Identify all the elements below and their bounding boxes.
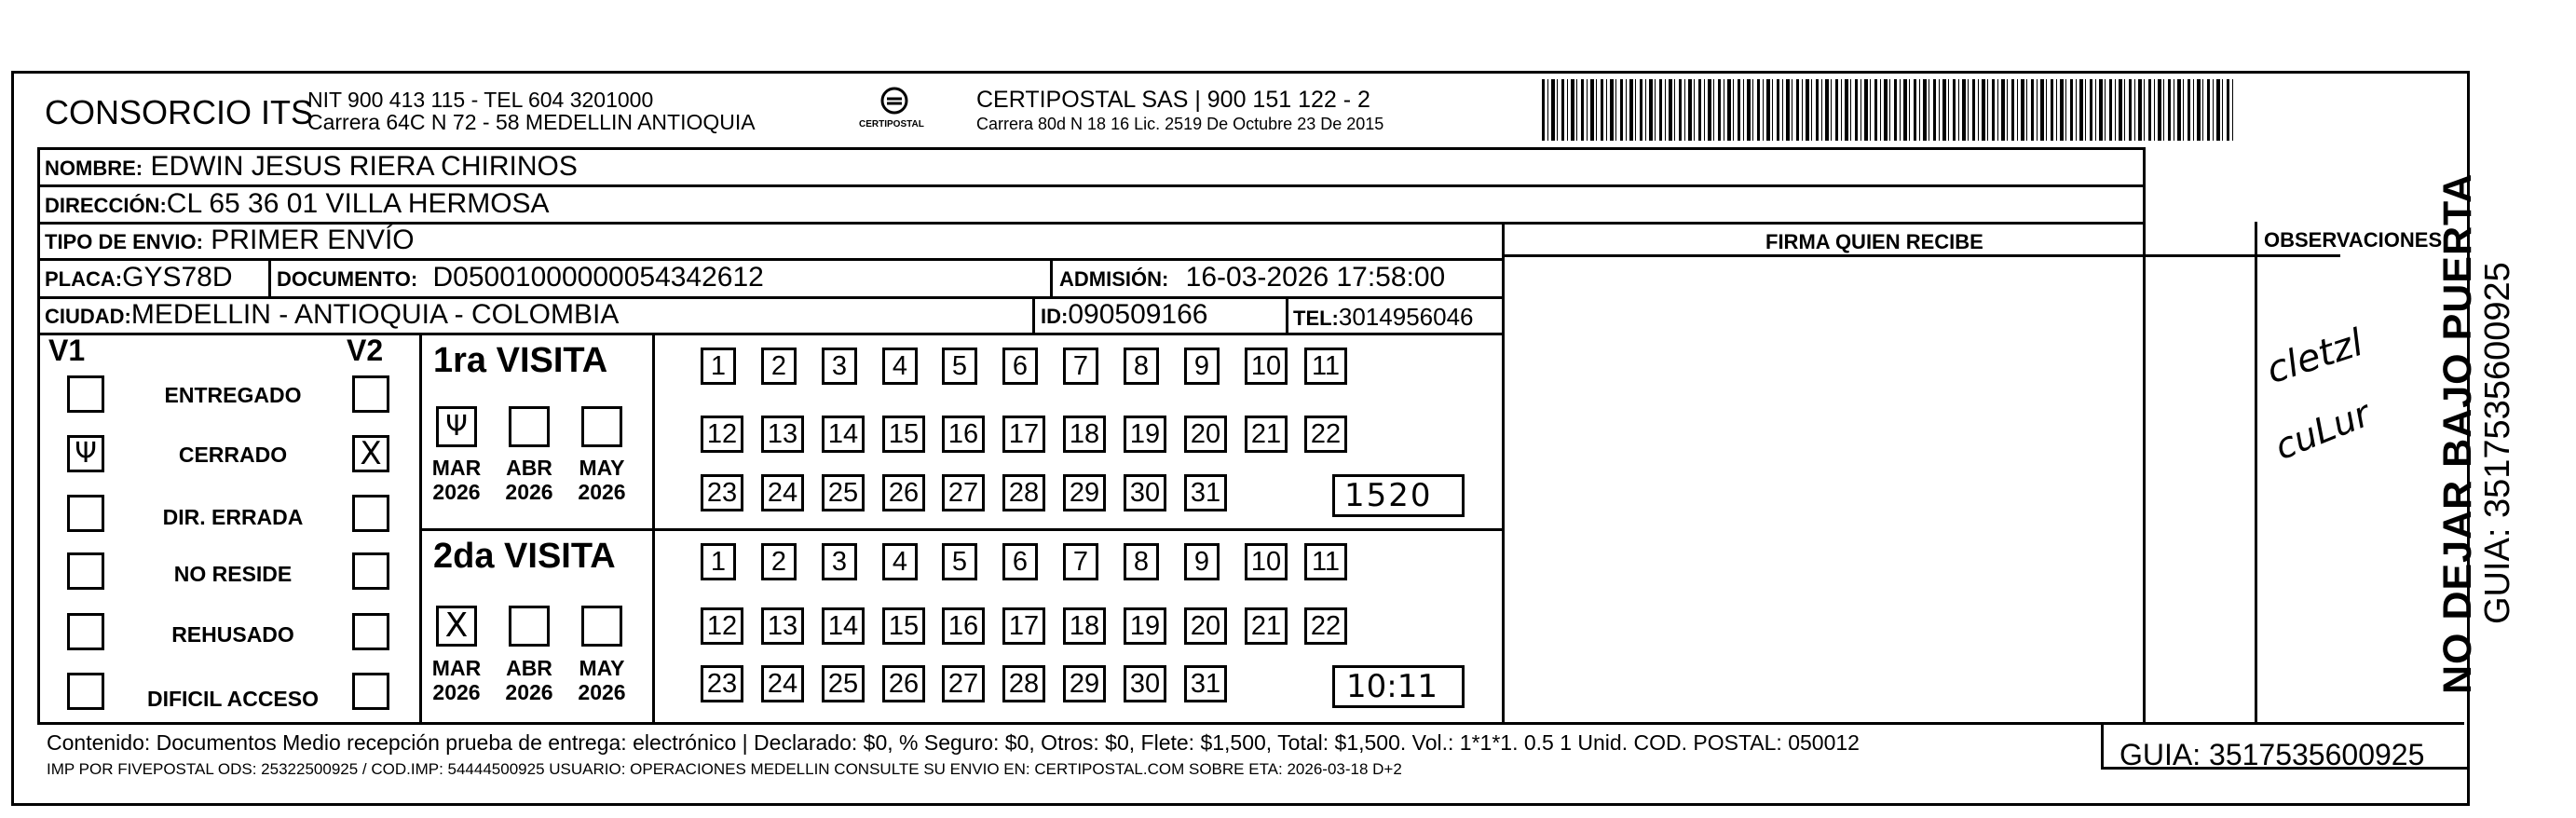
second-month-label-abr: ABR — [506, 656, 552, 680]
first-visit-day-20[interactable]: 20 — [1184, 416, 1227, 453]
first-visit-day-3[interactable]: 3 — [822, 348, 857, 385]
first-visit-day-4[interactable]: 4 — [882, 348, 918, 385]
first-visit-day-25[interactable]: 25 — [822, 474, 865, 511]
tel-label: TEL: — [1293, 307, 1339, 330]
v1-checkbox-dir-errada[interactable] — [67, 495, 104, 532]
first-visit-day-11[interactable]: 11 — [1304, 348, 1347, 385]
status-label-no-reside: NO RESIDE — [173, 562, 293, 586]
first-month-label-mar: MAR — [431, 456, 482, 480]
nombre-value: EDWIN JESUS RIERA CHIRINOS — [150, 151, 578, 182]
v1-checkbox-cerrado[interactable]: Ψ — [67, 435, 104, 472]
v1-checkbox-rehusado[interactable] — [67, 613, 104, 650]
company-nit: NIT 900 413 115 - TEL 604 3201000 — [307, 88, 654, 112]
admision-label: ADMISIÓN: — [1059, 267, 1169, 291]
second-visit-day-22[interactable]: 22 — [1304, 607, 1347, 645]
first-visit-month-abr[interactable] — [509, 406, 550, 447]
first-year-label-3: 2026 — [578, 480, 626, 504]
first-visit-day-19[interactable]: 19 — [1124, 416, 1166, 453]
second-visit-day-18[interactable]: 18 — [1063, 607, 1106, 645]
certipostal-logo-icon — [857, 84, 932, 140]
first-visit-day-17[interactable]: 17 — [1002, 416, 1045, 453]
first-visit-month-may[interactable] — [581, 406, 622, 447]
first-visit-title: 1ra VISITA — [433, 341, 608, 380]
v2-heading: V2 — [347, 334, 384, 367]
id-value: 090509166 — [1068, 299, 1208, 330]
first-visit-month-mar[interactable]: Ψ — [436, 406, 477, 447]
v1-heading: V1 — [48, 334, 86, 367]
first-visit-day-9[interactable]: 9 — [1184, 348, 1220, 385]
company-address: Carrera 64C N 72 - 58 MEDELLIN ANTIOQUIA — [307, 110, 756, 134]
tel-value: 3014956046 — [1338, 303, 1474, 331]
nombre-label: NOMBRE: — [45, 157, 143, 180]
second-visit-time-box[interactable] — [1332, 665, 1465, 708]
id-label: ID: — [1041, 305, 1069, 328]
documento-value: D05001000000054342612 — [432, 262, 764, 293]
first-visit-day-8[interactable]: 8 — [1124, 348, 1159, 385]
first-visit-day-23[interactable]: 23 — [701, 474, 743, 511]
second-visit-day-27[interactable]: 27 — [942, 665, 985, 702]
second-visit-day-23[interactable]: 23 — [701, 665, 743, 702]
second-visit-day-9[interactable]: 9 — [1184, 543, 1220, 580]
first-visit-day-31[interactable]: 31 — [1184, 474, 1227, 511]
v1-checkbox-entregado[interactable] — [67, 375, 104, 413]
first-visit-day-12[interactable]: 12 — [701, 416, 743, 453]
second-visit-day-6[interactable]: 6 — [1002, 543, 1038, 580]
tipo-envio-value: PRIMER ENVÍO — [211, 225, 415, 255]
second-visit-day-28[interactable]: 28 — [1002, 665, 1045, 702]
admision-value: 16-03-2026 17:58:00 — [1185, 262, 1446, 293]
v2-checkbox-no-reside[interactable] — [352, 552, 389, 590]
v2-checkbox-rehusado[interactable] — [352, 613, 389, 650]
second-month-label-may: MAY — [579, 656, 625, 680]
first-year-label-2: 2026 — [505, 480, 553, 504]
signature-area[interactable] — [1506, 259, 2253, 721]
second-visit-day-1[interactable]: 1 — [701, 543, 736, 580]
second-visit-day-26[interactable]: 26 — [882, 665, 925, 702]
direccion-value: CL 65 36 01 VILLA HERMOSA — [166, 188, 550, 219]
second-year-label-1: 2026 — [432, 680, 481, 704]
first-visit-day-5[interactable]: 5 — [942, 348, 977, 385]
status-label-dificil-acceso: DIFICIL ACCESO — [146, 687, 319, 711]
footer-guia: GUIA: 3517535600925 — [2119, 738, 2425, 771]
footer-contents: Contenido: Documentos Medio recepción prueba de entrega: electrónico | Declarado: $0, % Seguro: $0, Otros: $0, Flete: $1,500, Total: $1,500. Vol.: 1*1*1. 0.5 1 Unid. COD. POSTAL: 050012 — [47, 730, 1860, 755]
side-guia-vertical-text: GUIA: 3517535600925 — [2478, 262, 2517, 624]
carrier-name: CERTIPOSTAL SAS | 900 151 122 - 2 — [976, 87, 1370, 113]
first-visit-day-22[interactable]: 22 — [1304, 416, 1347, 453]
second-visit-day-20[interactable]: 20 — [1184, 607, 1227, 645]
second-visit-month-mar[interactable]: X — [436, 606, 477, 647]
first-visit-day-29[interactable]: 29 — [1063, 474, 1106, 511]
company-name: CONSORCIO ITS — [45, 93, 314, 131]
logo-caption: CERTIPOSTAL — [859, 119, 924, 130]
first-visit-day-26[interactable]: 26 — [882, 474, 925, 511]
status-label-rehusado: REHUSADO — [171, 622, 294, 647]
first-visit-day-30[interactable]: 30 — [1124, 474, 1166, 511]
carrier-address: Carrera 80d N 18 16 Lic. 2519 De Octubre 23 De 2015 — [976, 115, 1384, 133]
status-label-entregado: ENTREGADO — [164, 383, 302, 407]
second-month-label-mar: MAR — [431, 656, 482, 680]
second-visit-day-17[interactable]: 17 — [1002, 607, 1045, 645]
v2-checkbox-cerrado[interactable]: X — [352, 435, 389, 472]
first-visit-day-16[interactable]: 16 — [942, 416, 985, 453]
firma-label: FIRMA QUIEN RECIBE — [1765, 230, 1983, 253]
placa-label: PLACA: — [45, 267, 123, 291]
second-visit-day-12[interactable]: 12 — [701, 607, 743, 645]
v1-checkbox-no-reside[interactable] — [67, 552, 104, 590]
first-visit-day-13[interactable]: 13 — [761, 416, 804, 453]
second-year-label-3: 2026 — [578, 680, 626, 704]
v1-checkbox-dificil-acceso[interactable] — [67, 673, 104, 710]
second-visit-day-24[interactable]: 24 — [761, 665, 804, 702]
first-month-label-may: MAY — [579, 456, 625, 480]
first-visit-day-21[interactable]: 21 — [1245, 416, 1288, 453]
second-visit-day-4[interactable]: 4 — [882, 543, 918, 580]
first-visit-day-14[interactable]: 14 — [822, 416, 865, 453]
first-visit-day-27[interactable]: 27 — [942, 474, 985, 511]
second-visit-day-7[interactable]: 7 — [1063, 543, 1098, 580]
first-visit-day-15[interactable]: 15 — [882, 416, 925, 453]
status-label-dir-errada: DIR. ERRADA — [162, 505, 304, 529]
barcode — [1542, 79, 2236, 141]
first-month-label-abr: ABR — [506, 456, 552, 480]
second-visit-day-3[interactable]: 3 — [822, 543, 857, 580]
first-visit-day-2[interactable]: 2 — [761, 348, 797, 385]
second-visit-day-14[interactable]: 14 — [822, 607, 865, 645]
footer-imp: IMP POR FIVEPOSTAL ODS: 25322500925 / COD.IMP: 54444500925 USUARIO: OPERACIONES MEDELLIN CONSULTE SU ENVIO EN: CERTIPOSTAL.COM SOBRE ETA: 2026-03-18 D+2 — [47, 760, 1402, 778]
second-visit-day-16[interactable]: 16 — [942, 607, 985, 645]
second-visit-day-19[interactable]: 19 — [1124, 607, 1166, 645]
status-label-cerrado: CERRADO — [178, 443, 288, 467]
v2-checkbox-dir-errada[interactable] — [352, 495, 389, 532]
v2-checkbox-entregado[interactable] — [352, 375, 389, 413]
second-visit-day-29[interactable]: 29 — [1063, 665, 1106, 702]
second-visit-title: 2da VISITA — [433, 537, 616, 576]
first-year-label-1: 2026 — [432, 480, 481, 504]
second-visit-day-5[interactable]: 5 — [942, 543, 977, 580]
direccion-label: DIRECCIÓN: — [45, 194, 167, 217]
second-visit-day-11[interactable]: 11 — [1304, 543, 1347, 580]
second-visit-month-abr[interactable] — [509, 606, 550, 647]
first-visit-time: 1520 — [1344, 477, 1433, 514]
second-visit-time: 10:11 — [1346, 668, 1438, 705]
first-visit-day-1[interactable]: 1 — [701, 348, 736, 385]
ciudad-label: CIUDAD: — [45, 305, 131, 328]
first-visit-day-24[interactable]: 24 — [761, 474, 804, 511]
second-visit-month-may[interactable] — [581, 606, 622, 647]
second-visit-day-8[interactable]: 8 — [1124, 543, 1159, 580]
second-visit-day-2[interactable]: 2 — [761, 543, 797, 580]
second-year-label-2: 2026 — [505, 680, 553, 704]
observaciones-label: OBSERVACIONES — [2264, 228, 2443, 252]
second-visit-day-15[interactable]: 15 — [882, 607, 925, 645]
second-visit-day-25[interactable]: 25 — [822, 665, 865, 702]
first-visit-time-box[interactable] — [1332, 474, 1465, 517]
second-visit-day-13[interactable]: 13 — [761, 607, 804, 645]
v2-checkbox-dificil-acceso[interactable] — [352, 673, 389, 710]
observation-handwriting-2: cuLur — [2269, 392, 2377, 469]
placa-value: GYS78D — [122, 262, 233, 293]
warning-vertical-text: NO DEJAR BAJO PUERTA — [2435, 172, 2480, 694]
first-visit-day-10[interactable]: 10 — [1245, 348, 1288, 385]
first-visit-day-6[interactable]: 6 — [1002, 348, 1038, 385]
second-visit-day-21[interactable]: 21 — [1245, 607, 1288, 645]
ciudad-value: MEDELLIN - ANTIOQUIA - COLOMBIA — [130, 299, 620, 330]
first-visit-day-28[interactable]: 28 — [1002, 474, 1045, 511]
second-visit-day-30[interactable]: 30 — [1124, 665, 1166, 702]
documento-label: DOCUMENTO: — [277, 267, 418, 291]
first-visit-day-7[interactable]: 7 — [1063, 348, 1098, 385]
tipo-envio-label: TIPO DE ENVIO: — [45, 230, 203, 253]
second-visit-day-31[interactable]: 31 — [1184, 665, 1227, 702]
observation-handwriting-1: cletzl — [2261, 320, 2369, 393]
second-visit-day-10[interactable]: 10 — [1245, 543, 1288, 580]
first-visit-day-18[interactable]: 18 — [1063, 416, 1106, 453]
